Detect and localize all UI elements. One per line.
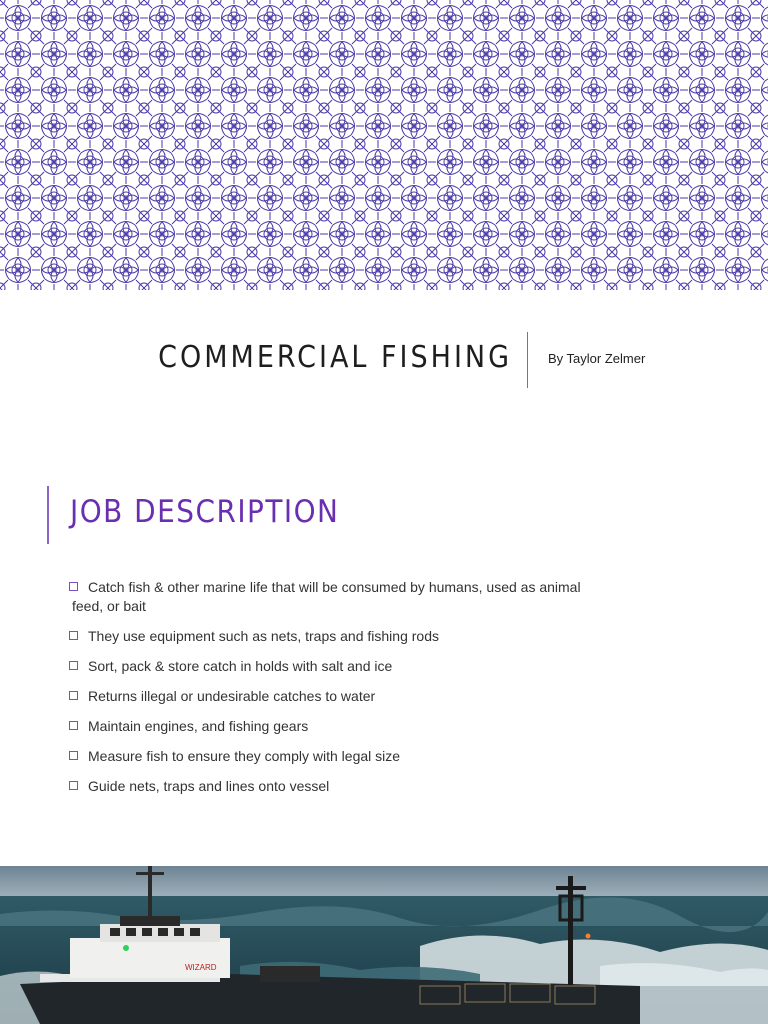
list-item: Measure fish to ensure they comply with legal size (66, 747, 656, 766)
slide-title: COMMERCIAL FISHING (158, 340, 512, 375)
title-slide (0, 290, 768, 440)
checkbox-bullet-icon (69, 631, 78, 640)
checkbox-bullet-icon (69, 691, 78, 700)
checkbox-bullet-icon (69, 781, 78, 790)
boat-name: WIZARD (185, 963, 217, 972)
author-byline: By Taylor Zelmer (548, 351, 646, 366)
list-item: They use equipment such as nets, traps and fishing rods (66, 627, 656, 646)
job-description-list (66, 578, 656, 807)
checkbox-bullet-icon (69, 751, 78, 760)
checkbox-bullet-icon (69, 661, 78, 670)
list-item: Sort, pack & store catch in holds with salt and ice (66, 657, 656, 676)
section-heading: JOB DESCRIPTION (70, 494, 340, 530)
list-item: Catch fish & other marine life that will be consumed by humans, used as animal feed, or bait (66, 578, 656, 616)
checkbox-bullet-icon (69, 582, 78, 591)
list-item: Guide nets, traps and lines onto vessel (66, 777, 656, 796)
fishing-boat-photo (0, 866, 768, 1024)
list-item: Maintain engines, and fishing gears (66, 717, 656, 736)
section-accent-bar (47, 486, 49, 544)
decorative-pattern (0, 0, 768, 290)
checkbox-bullet-icon (69, 721, 78, 730)
title-divider (527, 332, 528, 388)
list-item: Returns illegal or undesirable catches to water (66, 687, 656, 706)
